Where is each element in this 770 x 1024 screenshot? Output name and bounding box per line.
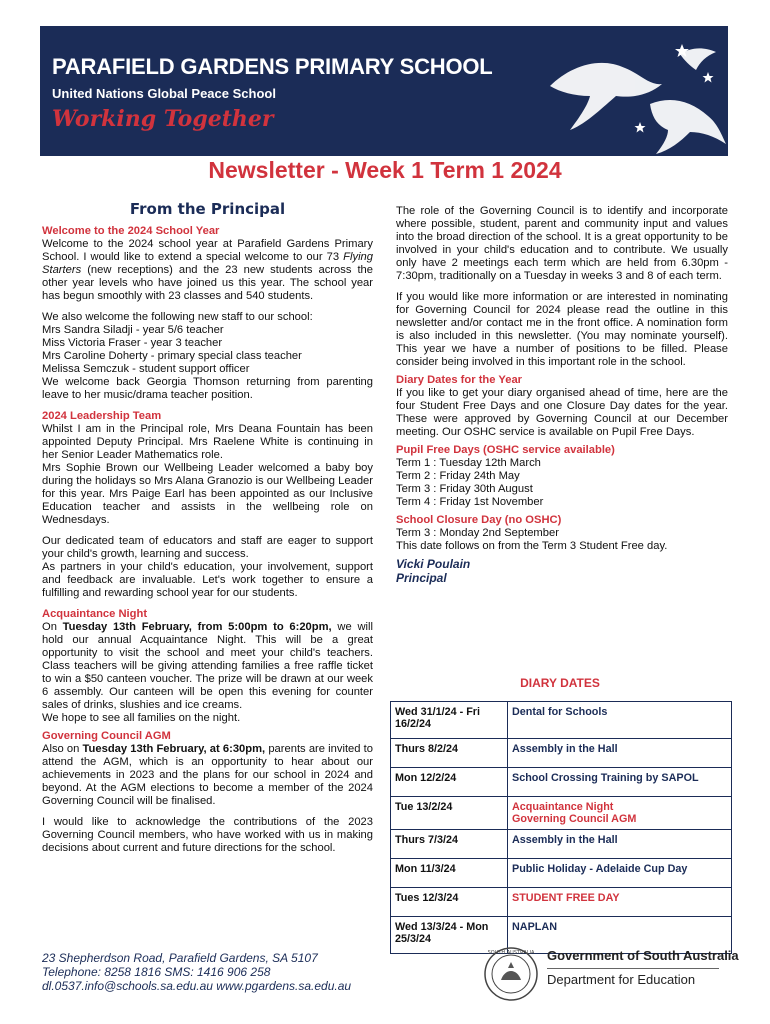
state-crest-icon <box>483 944 539 1004</box>
event-cell: NAPLAN <box>508 917 732 954</box>
table-row <box>391 702 732 739</box>
event-cell: Dental for Schools <box>508 702 732 739</box>
event-cell: Assembly in the Hall <box>508 739 732 768</box>
event-cell: School Crossing Training by SAPOL <box>508 768 732 797</box>
section-heading-principal: From the Principal <box>129 200 286 218</box>
team-paragraph: Our dedicated team of educators and staff are eager to support your child's growth, learning and success. <box>42 535 373 560</box>
date-cell: Mon 11/3/24 <box>391 859 508 888</box>
table-row <box>391 797 732 830</box>
welcome-paragraph: Welcome to the 2024 school year at Parafield Gardens Primary School. I would like to extend a special welcome to our 73 Flying Starters (new receptions) and the 23 new students across the other year levels who have joined us this year. The school year has begun smoothly with 23 classes and 540 students. <box>42 238 373 302</box>
agm-paragraph: Also on Tuesday 13th February, at 6:30pm, parents are invited to attend the AGM, which is an opportunity to hear about our achievements in 2023 and the plans for our school in 2024 and beyond. At the AGM elections to become a member of the 2024 Governing Council will be finalised. <box>42 743 373 807</box>
diary-dates-paragraph: If you like to get your diary organised ahead of time, here are the four Student Free Days and one Closure Day dates for the year. These were approved by Governing Council at our December meeting. Our OSHC service is available on Pupil Free Days. <box>396 387 728 438</box>
date-cell: Wed 13/3/24 - Mon 25/3/24 <box>391 917 508 954</box>
event-cell: Acquaintance Night Governing Council AGM <box>508 797 732 830</box>
table-row <box>391 888 732 917</box>
pupil-free-days-heading: Pupil Free Days (OSHC service available) <box>396 444 615 456</box>
event-cell: STUDENT FREE DAY <box>508 888 732 917</box>
date-cell: Tues 12/3/24 <box>391 888 508 917</box>
leadership-paragraph: Whilst I am in the Principal role, Mrs Deana Fountain has been appointed Deputy Principal. Mrs Raelene White is continuing in her Senior Leader Mathematics role. <box>42 423 373 461</box>
acquaintance-heading: Acquaintance Night <box>42 608 148 620</box>
table-row <box>391 739 732 768</box>
department-name: Department for Education <box>547 972 696 987</box>
date-cell: Thurs 8/2/24 <box>391 739 508 768</box>
government-divider <box>547 968 719 969</box>
signature-name: Vicki Poulain <box>396 557 471 571</box>
date-cell: Thurs 7/3/24 <box>391 830 508 859</box>
footer-phone: Telephone: 8258 1816 SMS: 1416 906 258 <box>42 965 271 979</box>
date-cell: Mon 12/2/24 <box>391 768 508 797</box>
svg-text:SOUTH AUSTRALIA: SOUTH AUSTRALIA <box>487 950 535 956</box>
leadership-heading: 2024 Leadership Team <box>42 410 162 422</box>
signature <box>396 557 728 585</box>
partners-paragraph: As partners in your child's education, your involvement, support and feedback are invaluable. Let's work together to ensure a fulfilling and rewarding school year for our students. <box>42 561 373 599</box>
header-banner <box>40 26 728 156</box>
governing-role-paragraph: The role of the Governing Council is to identify and incorporate where possible, student, parent and community input and values into the broad direction of the school. It is a great opportunity to be involved in your child's education and to contribute. We usually only have 2 meetings each term which are held from 6.30pm - 7:30pm, traditionally on a Tuesday in weeks 3 and 8 of each term. <box>396 205 728 282</box>
nomination-paragraph: If you would like more information or are interested in nominating for Governing Council for 2024 please read the outline in this newsletter and/or contact me in the front office. A nomination form is also included in this newsletter. (You may nominate yourself). This year we have a number of positions to be filled. Please consider being involved in this important role in the school. <box>396 291 728 368</box>
right-column <box>396 205 728 585</box>
date-cell: Tue 13/2/24 <box>391 797 508 830</box>
government-logo <box>483 944 739 1004</box>
closure-day-heading: School Closure Day (no OSHC) <box>396 514 562 526</box>
table-row <box>391 859 732 888</box>
acknowledgement-paragraph: I would like to acknowledge the contributions of the 2023 Governing Council members, who have worked with us in making decisions about current and future directions for the school. <box>42 816 373 854</box>
footer-address: 23 Shepherdson Road, Parafield Gardens, SA 5107 <box>42 951 318 965</box>
event-cell: Public Holiday - Adelaide Cup Day <box>508 859 732 888</box>
government-name: Government of South Australia <box>547 948 739 963</box>
table-row <box>391 768 732 797</box>
school-name: PARAFIELD GARDENS PRIMARY SCHOOL <box>52 54 493 79</box>
event-cell: Assembly in the Hall <box>508 830 732 859</box>
left-column <box>42 200 373 863</box>
agm-heading: Governing Council AGM <box>42 730 171 742</box>
signature-role: Principal <box>396 571 447 585</box>
closure-day-text: Term 3 : Monday 2nd September This date follows on from the Term 3 Student Free day. <box>396 527 668 552</box>
date-cell: Wed 31/1/24 - Fri 16/2/24 <box>391 702 508 739</box>
newsletter-title: Newsletter - Week 1 Term 1 2024 <box>208 157 562 183</box>
pupil-free-days-list: Term 1 : Tuesday 12th March Term 2 : Friday 24th May Term 3 : Friday 30th August Term 4 : Friday 1st November <box>396 457 544 508</box>
diary-dates-heading: Diary Dates for the Year <box>396 374 523 386</box>
peace-doves-icon <box>530 26 728 156</box>
new-staff-paragraph: We also welcome the following new staff to our school: Mrs Sandra Siladji - year 5/6 teacher Miss Victoria Fraser - year 3 teacher Mrs Caroline Doherty - primary special class teacher Melissa Semczuk - student support officer We welcome back Georgia Thomson returning from parenting leave to her music/drama teacher position. <box>42 311 373 401</box>
wellbeing-paragraph: Mrs Sophie Brown our Wellbeing Leader welcomed a baby boy during the holidays so Mrs Alana Granozio is our Wellbeing Leader for this year. Mrs Paige Earl has been appointed as our Inclusive Education teacher and assists in the wellbeing role on Wednesdays. <box>42 462 373 526</box>
diary-table-title: DIARY DATES <box>520 676 600 690</box>
welcome-heading: Welcome to the 2024 School Year <box>42 225 220 237</box>
school-motto: Working Together <box>52 106 274 132</box>
acquaintance-paragraph: On Tuesday 13th February, from 5:00pm to 6:20pm, we will hold our annual Acquaintance Night. This will be a great opportunity to visit the school and meet your child's teachers. Class teachers will be giving attending families a free raffle ticket to win a $50 canteen voucher. The prize will be drawn at our week 6 assembly. Our canteen will be open this evening for counter sales of drinks, slushies and ice creams. We hope to see all families on the night. <box>42 621 373 724</box>
footer-web: dl.0537.info@schools.sa.edu.au www.pgardens.sa.edu.au <box>42 979 352 993</box>
footer-contact <box>42 951 351 993</box>
school-subtitle: United Nations Global Peace School <box>52 86 276 101</box>
diary-dates-table <box>390 701 732 954</box>
table-row <box>391 830 732 859</box>
